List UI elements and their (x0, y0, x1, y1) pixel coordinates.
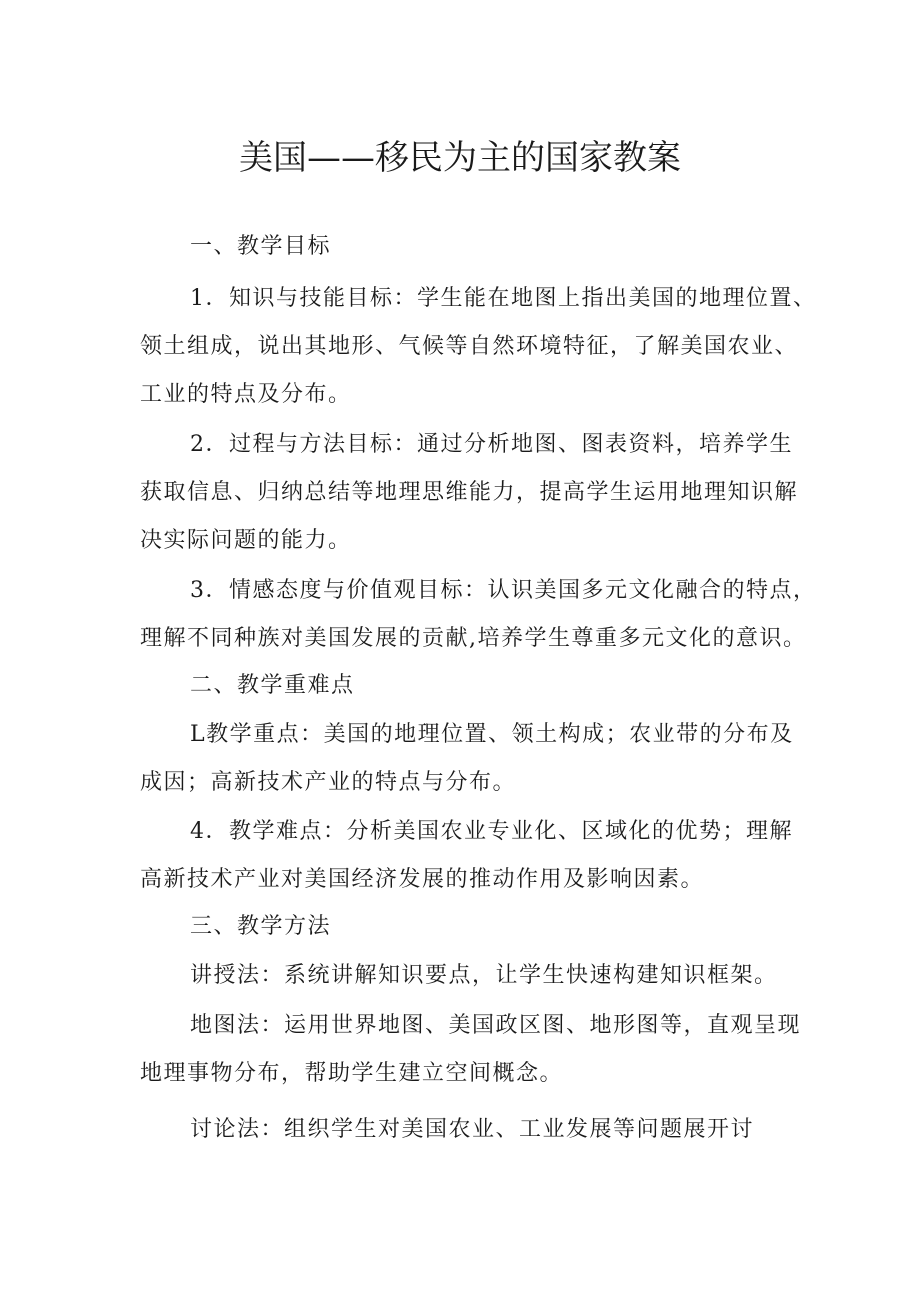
paragraph-line: 领土组成，说出其地形、气候等自然环境特征，了解美国农业、 (140, 334, 799, 359)
paragraph-line: 决实际问题的能力。 (140, 528, 352, 553)
paragraph-line: 3．情感态度与价值观目标：认识美国多元文化融合的特点， (190, 578, 817, 603)
paragraph-line: 地图法：运用世界地图、美国政区图、地形图等，直观呈现 (190, 1013, 802, 1038)
paragraph-line: 2．过程与方法目标：通过分析地图、图表资料，培养学生 (190, 432, 793, 457)
paragraph-line: 高新技术产业对美国经济发展的推动作用及影响因素。 (140, 867, 705, 892)
paragraph-line: L教学重点：美国的地理位置、领土构成；农业带的分布及 (190, 722, 794, 747)
paragraph-line: 讨论法：组织学生对美国农业、工业发展等问题展开讨 (190, 1117, 755, 1142)
paragraph-line: 工业的特点及分布。 (140, 382, 352, 407)
document-title: 美国——移民为主的国家教案 (239, 138, 681, 178)
section-heading-key-points: 二、教学重难点 (190, 673, 355, 698)
section-heading-objectives: 一、教学目标 (190, 234, 332, 259)
paragraph-line: 地理事物分布，帮助学生建立空间概念。 (140, 1061, 564, 1086)
paragraph-line: 4．教学难点：分析美国农业专业化、区域化的优势；理解 (190, 819, 793, 844)
section-heading-methods: 三、教学方法 (190, 914, 332, 939)
paragraph-line: 获取信息、归纳总结等地理思维能力，提高学生运用地理知识解 (140, 480, 799, 505)
paragraph-line: 讲授法：系统讲解知识要点，让学生快速构建知识框架。 (190, 963, 778, 988)
paragraph-line: 1．知识与技能目标：学生能在地图上指出美国的地理位置、 (190, 286, 817, 311)
paragraph-line: 成因；高新技术产业的特点与分布。 (140, 770, 517, 795)
paragraph-line: 理解不同种族对美国发展的贡献,培养学生尊重多元文化的意识。 (140, 626, 807, 651)
